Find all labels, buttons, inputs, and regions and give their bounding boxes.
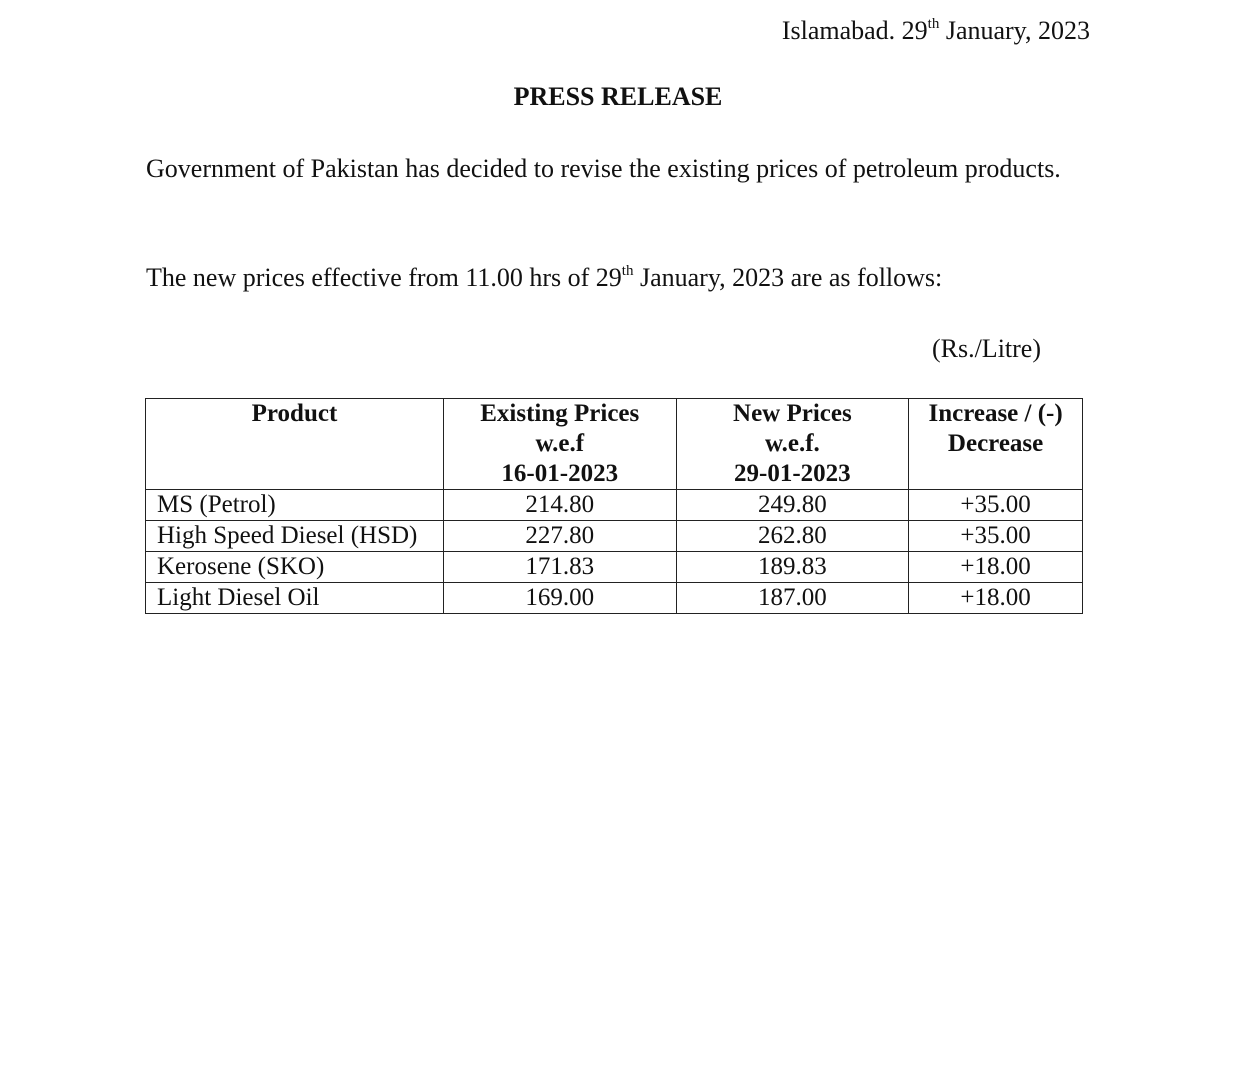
header-change-line-1: Increase / (-) [928, 400, 1063, 427]
header-change-line-2: Decrease [947, 430, 1044, 457]
header-new-line-1: New Prices [733, 400, 852, 427]
header-new-line-3: 29-01-2023 [734, 460, 851, 487]
existing-price-cell: 227.80 [443, 521, 676, 552]
header-existing-prices [443, 399, 676, 490]
existing-price-cell: 169.00 [443, 583, 676, 614]
effective-prefix: The new prices effective from 11.00 hrs of 29 [146, 263, 622, 292]
header-existing-line-3: 16-01-2023 [501, 460, 619, 487]
header-new-line-2: w.e.f. [764, 430, 820, 457]
new-price-cell: 187.00 [676, 583, 909, 614]
header-product-line: Product [251, 400, 338, 427]
change-cell: +18.00 [909, 552, 1083, 583]
new-price-cell: 189.83 [676, 552, 909, 583]
new-price-cell: 262.80 [676, 521, 909, 552]
change-cell: +35.00 [909, 521, 1083, 552]
table-row [146, 521, 1083, 552]
price-table [145, 398, 1083, 614]
product-cell: Light Diesel Oil [146, 583, 444, 614]
table-header-row [146, 399, 1083, 490]
new-price-cell: 249.80 [676, 490, 909, 521]
dateline-suffix: January, 2023 [939, 16, 1090, 45]
product-cell: MS (Petrol) [146, 490, 444, 521]
effective-statement [146, 263, 942, 293]
dateline-superscript: th [927, 16, 940, 32]
dateline-prefix: Islamabad. 29 [781, 16, 928, 45]
table-row [146, 552, 1083, 583]
change-cell: +18.00 [909, 583, 1083, 614]
table-row [146, 583, 1083, 614]
header-existing-line-2: w.e.f [535, 430, 585, 457]
header-new-prices [676, 399, 909, 490]
product-cell: High Speed Diesel (HSD) [146, 521, 444, 552]
header-product [146, 399, 444, 490]
product-cell: Kerosene (SKO) [146, 552, 444, 583]
unit-label: (Rs./Litre) [931, 334, 1041, 363]
change-cell: +35.00 [909, 490, 1083, 521]
intro-paragraph: Government of Pakistan has decided to revise the existing prices of petroleum products. [146, 154, 1061, 183]
table-row [146, 490, 1083, 521]
existing-price-cell: 214.80 [443, 490, 676, 521]
dateline [782, 16, 1090, 46]
effective-superscript: th [621, 263, 634, 279]
header-change [909, 399, 1083, 490]
page-title: PRESS RELEASE [513, 82, 723, 111]
header-existing-line-1: Existing Prices [480, 400, 640, 427]
effective-suffix: January, 2023 are as follows: [633, 263, 943, 292]
existing-price-cell: 171.83 [443, 552, 676, 583]
